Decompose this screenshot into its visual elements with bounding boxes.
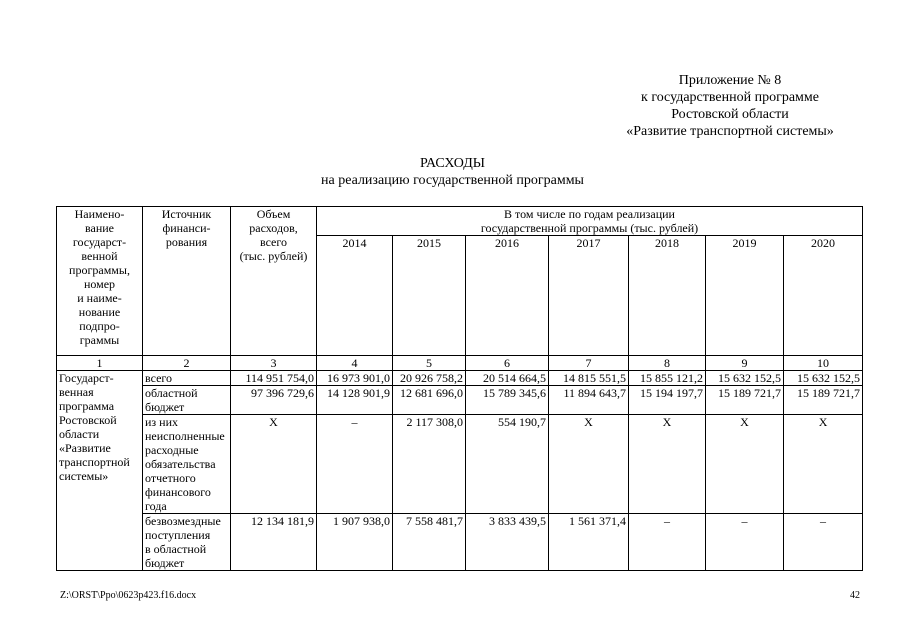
document-title	[0, 155, 905, 189]
year-header: 2020	[784, 236, 863, 356]
appendix-line-4: «Развитие транспортной системы»	[626, 124, 834, 139]
title-line-1: РАСХОДЫ	[420, 156, 485, 171]
value-cell: Х	[706, 415, 784, 514]
year-header: 2014	[317, 236, 393, 356]
year-header: 2015	[393, 236, 466, 356]
value-cell: –	[784, 514, 863, 571]
value-cell: 14 128 901,9	[317, 386, 393, 415]
year-header: 2019	[706, 236, 784, 356]
value-cell: 15 189 721,7	[706, 386, 784, 415]
column-number: 5	[393, 356, 466, 371]
column-number-row	[57, 356, 863, 371]
value-cell: 14 815 551,5	[549, 371, 629, 386]
title-line-2: на реализацию государственной программы	[321, 173, 584, 188]
column-number: 7	[549, 356, 629, 371]
value-cell: 554 190,7	[466, 415, 549, 514]
appendix-line-2: к государственной программе	[641, 90, 819, 105]
table-row-total	[57, 371, 863, 386]
value-cell: 15 632 152,5	[706, 371, 784, 386]
source-cell: из них неисполненные расходные обязательства отчетного финансового года	[143, 415, 231, 514]
value-cell: 3 833 439,5	[466, 514, 549, 571]
appendix-line-1: Приложение № 8	[678, 73, 782, 88]
value-cell: 15 632 152,5	[784, 371, 863, 386]
program-name-cell: Государст- венная программа Ростовской области «Развитие транспортной системы»	[57, 371, 143, 571]
column-number: 8	[629, 356, 706, 371]
table-row-unfulfilled	[57, 415, 863, 514]
value-cell: Х	[549, 415, 629, 514]
appendix-header	[560, 72, 900, 140]
value-cell: 11 894 643,7	[549, 386, 629, 415]
value-cell: 15 194 197,7	[629, 386, 706, 415]
expenses-table	[56, 206, 863, 571]
value-cell: 2 117 308,0	[393, 415, 466, 514]
footer-file-path: Z:\ORST\Ppo\0623p423.f16.docx	[60, 590, 197, 601]
source-cell: всего	[143, 371, 231, 386]
value-cell: Х	[784, 415, 863, 514]
footer-page-number: 42	[850, 590, 860, 601]
header-by-years: В том числе по годам реализации государственной программы (тыс. рублей)	[317, 207, 863, 236]
value-cell: –	[629, 514, 706, 571]
value-cell: 15 855 121,2	[629, 371, 706, 386]
value-cell: 7 558 481,7	[393, 514, 466, 571]
column-number: 2	[143, 356, 231, 371]
value-cell: 12 681 696,0	[393, 386, 466, 415]
value-cell: –	[317, 415, 393, 514]
column-number: 9	[706, 356, 784, 371]
year-header: 2016	[466, 236, 549, 356]
appendix-line-3: Ростовской области	[671, 107, 789, 122]
total-cell: Х	[231, 415, 317, 514]
total-cell: 114 951 754,0	[231, 371, 317, 386]
value-cell: 15 789 345,6	[466, 386, 549, 415]
source-cell: областной бюджет	[143, 386, 231, 415]
value-cell: 1 561 371,4	[549, 514, 629, 571]
value-cell: 1 907 938,0	[317, 514, 393, 571]
total-cell: 97 396 729,6	[231, 386, 317, 415]
table-row-grants	[57, 514, 863, 571]
year-header: 2018	[629, 236, 706, 356]
header-name: Наимено- вание государст- венной программы, номер и наиме- нование подпро- граммы	[57, 207, 143, 356]
table-row-regional-budget	[57, 386, 863, 415]
column-number: 6	[466, 356, 549, 371]
total-cell: 12 134 181,9	[231, 514, 317, 571]
header-row-1	[57, 207, 863, 236]
header-volume: Объем расходов, всего (тыс. рублей)	[231, 207, 317, 356]
column-number: 1	[57, 356, 143, 371]
header-source: Источник финанси- рования	[143, 207, 231, 356]
source-cell: безвозмездные поступления в областной бюджет	[143, 514, 231, 571]
value-cell: 20 926 758,2	[393, 371, 466, 386]
value-cell: 16 973 901,0	[317, 371, 393, 386]
value-cell: Х	[629, 415, 706, 514]
value-cell: 15 189 721,7	[784, 386, 863, 415]
value-cell: 20 514 664,5	[466, 371, 549, 386]
year-header: 2017	[549, 236, 629, 356]
column-number: 10	[784, 356, 863, 371]
column-number: 3	[231, 356, 317, 371]
column-number: 4	[317, 356, 393, 371]
value-cell: –	[706, 514, 784, 571]
